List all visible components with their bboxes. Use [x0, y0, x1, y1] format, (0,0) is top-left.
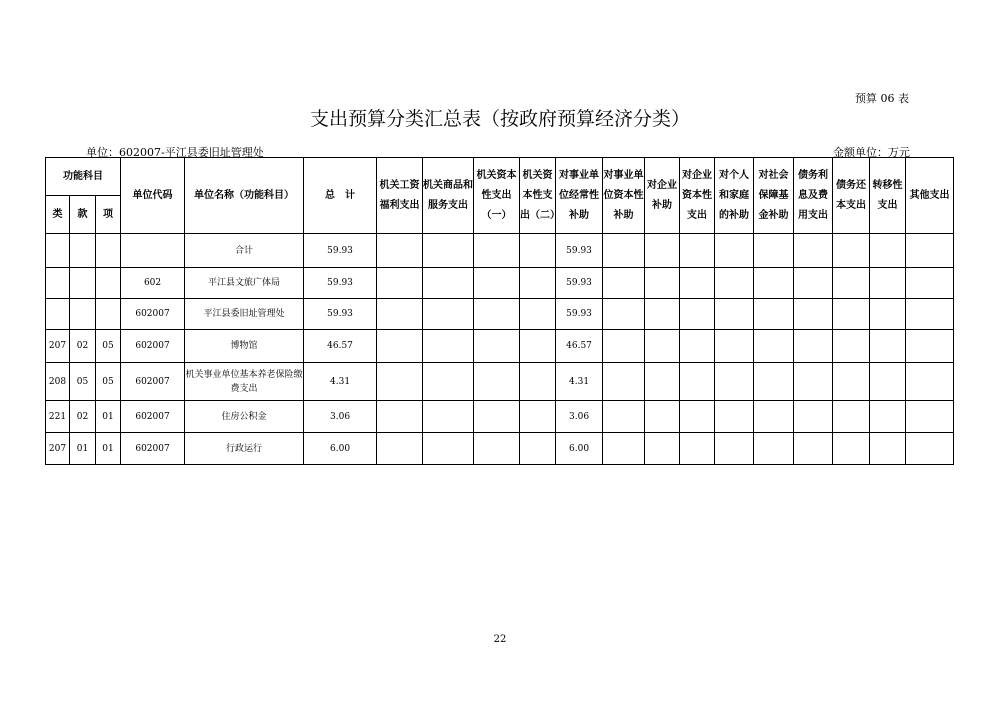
cell-econ [870, 433, 906, 465]
cell-econ [906, 268, 954, 299]
table-row [46, 433, 954, 465]
cell-econ: 59.93 [556, 299, 603, 330]
table-row [46, 268, 954, 299]
cell-econ [833, 330, 870, 363]
cell-econ [474, 330, 520, 363]
header-econ: 转移性支出 [870, 158, 906, 234]
cell-econ [794, 330, 833, 363]
cell-unit-code [121, 234, 185, 268]
cell-unit-name: 住房公积金 [185, 401, 304, 433]
cell-econ [906, 330, 954, 363]
cell-econ [603, 234, 645, 268]
cell-econ [715, 299, 754, 330]
cell-econ [680, 234, 715, 268]
cell-xiang [96, 268, 121, 299]
table-row [46, 401, 954, 433]
cell-econ [680, 401, 715, 433]
header-econ: 债务利息及费用支出 [794, 158, 833, 234]
cell-econ [794, 401, 833, 433]
cell-econ [645, 433, 680, 465]
cell-unit-code: 602007 [121, 363, 185, 401]
cell-econ [754, 299, 794, 330]
cell-econ [377, 330, 423, 363]
cell-unit-code: 602007 [121, 299, 185, 330]
cell-econ [715, 401, 754, 433]
cell-econ [603, 401, 645, 433]
cell-unit-name: 合计 [185, 234, 304, 268]
cell-total: 46.57 [304, 330, 377, 363]
cell-lei [46, 268, 70, 299]
page-title: 支出预算分类汇总表（按政府预算经济分类） [309, 108, 690, 130]
cell-econ [520, 234, 556, 268]
cell-econ [754, 401, 794, 433]
cell-econ [377, 234, 423, 268]
cell-econ [680, 299, 715, 330]
table-row [46, 363, 954, 401]
header-econ: 其他支出 [906, 158, 954, 234]
cell-econ [520, 268, 556, 299]
cell-econ [870, 268, 906, 299]
cell-econ [474, 401, 520, 433]
header-econ: 债务还本支出 [833, 158, 870, 234]
cell-kuan [70, 268, 96, 299]
header-total: 总 计 [304, 158, 377, 234]
header-kuan: 款 [70, 196, 96, 234]
table-row [46, 330, 954, 363]
header-econ: 对事业单位经常性补助 [556, 158, 603, 234]
cell-econ [715, 363, 754, 401]
cell-econ [794, 268, 833, 299]
cell-econ [520, 330, 556, 363]
cell-unit-name: 平江县文旅广体局 [185, 268, 304, 299]
cell-econ [474, 363, 520, 401]
cell-econ [754, 234, 794, 268]
cell-unit-name: 博物馆 [185, 330, 304, 363]
cell-lei [46, 234, 70, 268]
cell-econ [680, 330, 715, 363]
cell-econ [794, 299, 833, 330]
cell-econ [754, 363, 794, 401]
header-econ: 对企业资本性支出 [680, 158, 715, 234]
cell-econ [377, 268, 423, 299]
cell-xiang: 05 [96, 363, 121, 401]
cell-total: 59.93 [304, 234, 377, 268]
header-econ: 对个人和家庭的补助 [715, 158, 754, 234]
cell-econ [680, 268, 715, 299]
cell-econ [474, 299, 520, 330]
cell-econ [520, 363, 556, 401]
table-number: 预算 06 表 [855, 92, 909, 105]
cell-lei: 207 [46, 433, 70, 465]
cell-econ [754, 330, 794, 363]
cell-econ [377, 401, 423, 433]
header-lei: 类 [46, 196, 70, 234]
cell-econ [906, 234, 954, 268]
cell-econ [870, 234, 906, 268]
cell-econ [794, 234, 833, 268]
cell-lei [46, 299, 70, 330]
page-number: 22 [493, 634, 507, 645]
cell-econ [870, 401, 906, 433]
header-econ: 对社会保障基金补助 [754, 158, 794, 234]
header-econ: 对事业单位资本性补助 [603, 158, 645, 234]
cell-econ [645, 299, 680, 330]
cell-unit-code: 602 [121, 268, 185, 299]
cell-econ [645, 401, 680, 433]
cell-econ [423, 401, 474, 433]
cell-unit-code: 602007 [121, 401, 185, 433]
cell-kuan: 05 [70, 363, 96, 401]
cell-xiang: 05 [96, 330, 121, 363]
cell-econ [474, 433, 520, 465]
cell-lei: 208 [46, 363, 70, 401]
cell-econ [794, 363, 833, 401]
cell-kuan: 01 [70, 433, 96, 465]
cell-xiang: 01 [96, 433, 121, 465]
cell-unit-name: 机关事业单位基本养老保险缴费支出 [185, 363, 304, 401]
cell-econ [474, 268, 520, 299]
table-row [46, 234, 954, 268]
cell-econ [715, 268, 754, 299]
header-unit-code: 单位代码 [121, 158, 185, 234]
cell-unit-name: 行政运行 [185, 433, 304, 465]
table-row [46, 299, 954, 330]
cell-econ [603, 268, 645, 299]
cell-econ: 3.06 [556, 401, 603, 433]
cell-unit-code: 602007 [121, 433, 185, 465]
cell-econ [833, 234, 870, 268]
cell-econ [474, 234, 520, 268]
cell-econ [906, 433, 954, 465]
money-unit-label: 金额单位：万元 [833, 146, 910, 159]
cell-econ [520, 299, 556, 330]
cell-econ: 59.93 [556, 234, 603, 268]
header-unit-name: 单位名称（功能科目） [185, 158, 304, 234]
cell-total: 59.93 [304, 268, 377, 299]
cell-econ [423, 299, 474, 330]
unit-label: 单位：602007-平江县委旧址管理处 [86, 146, 264, 159]
cell-unit-code: 602007 [121, 330, 185, 363]
cell-econ [520, 401, 556, 433]
cell-econ [906, 363, 954, 401]
cell-econ [870, 299, 906, 330]
cell-kuan [70, 299, 96, 330]
cell-econ [645, 330, 680, 363]
cell-econ [423, 433, 474, 465]
cell-econ [906, 299, 954, 330]
cell-kuan [70, 234, 96, 268]
cell-kuan: 02 [70, 330, 96, 363]
header-econ: 对企业补助 [645, 158, 680, 234]
cell-econ [645, 268, 680, 299]
cell-econ [377, 299, 423, 330]
cell-econ [423, 234, 474, 268]
cell-econ: 59.93 [556, 268, 603, 299]
cell-kuan: 02 [70, 401, 96, 433]
cell-econ [377, 433, 423, 465]
cell-econ [423, 268, 474, 299]
cell-econ [833, 401, 870, 433]
cell-econ [715, 433, 754, 465]
cell-econ [870, 363, 906, 401]
cell-econ [906, 401, 954, 433]
header-econ: 机关资本性支出（二） [520, 158, 556, 234]
header-econ: 机关工资福利支出 [377, 158, 423, 234]
cell-econ: 4.31 [556, 363, 603, 401]
cell-econ [680, 363, 715, 401]
cell-econ [833, 299, 870, 330]
cell-econ [603, 433, 645, 465]
cell-total: 3.06 [304, 401, 377, 433]
cell-total: 4.31 [304, 363, 377, 401]
cell-econ [680, 433, 715, 465]
cell-econ [870, 330, 906, 363]
cell-lei: 207 [46, 330, 70, 363]
cell-total: 59.93 [304, 299, 377, 330]
cell-econ [645, 234, 680, 268]
cell-econ [833, 363, 870, 401]
header-xiang: 项 [96, 196, 121, 234]
cell-econ [603, 330, 645, 363]
cell-unit-name: 平江县委旧址管理处 [185, 299, 304, 330]
cell-econ [423, 363, 474, 401]
cell-econ [645, 363, 680, 401]
cell-econ [377, 363, 423, 401]
cell-econ [603, 299, 645, 330]
cell-econ [754, 433, 794, 465]
cell-econ [520, 433, 556, 465]
cell-lei: 221 [46, 401, 70, 433]
table-body [46, 234, 954, 465]
header-econ: 机关资本性支出（一） [474, 158, 520, 234]
cell-econ [794, 433, 833, 465]
cell-econ [833, 433, 870, 465]
cell-econ [833, 268, 870, 299]
header-econ: 机关商品和服务支出 [423, 158, 474, 234]
cell-econ: 46.57 [556, 330, 603, 363]
cell-total: 6.00 [304, 433, 377, 465]
cell-xiang [96, 234, 121, 268]
cell-xiang: 01 [96, 401, 121, 433]
cell-econ [603, 363, 645, 401]
cell-econ [715, 330, 754, 363]
cell-econ [754, 268, 794, 299]
cell-econ: 6.00 [556, 433, 603, 465]
cell-econ [423, 330, 474, 363]
budget-table [45, 157, 954, 465]
cell-econ [715, 234, 754, 268]
cell-xiang [96, 299, 121, 330]
header-function-subject: 功能科目 [46, 158, 121, 196]
